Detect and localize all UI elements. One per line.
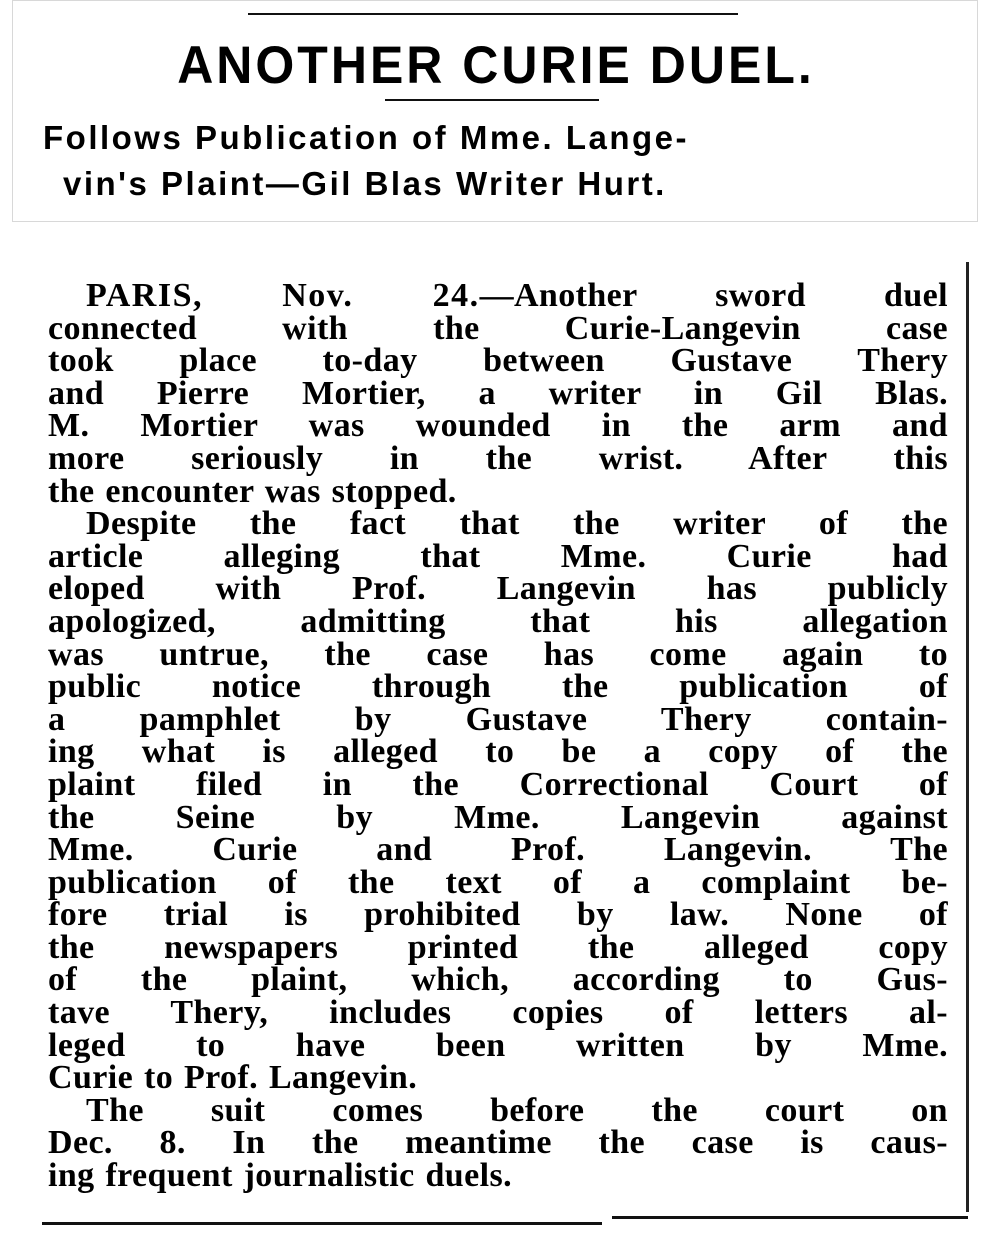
headline-clipping [12, 0, 978, 222]
column-rule [966, 262, 969, 1212]
headline-title: ANOTHER CURIE DUEL. [177, 35, 815, 95]
article-line: of the plaint, which, according to Gus- [48, 961, 948, 999]
article-line: eloped with Prof. Langevin has publicly [48, 570, 948, 608]
headline-top-rule [248, 13, 738, 15]
article-line: plaint filed in the Correctional Court of [48, 765, 948, 803]
article-line: public notice through the publication of [48, 668, 948, 706]
article-line: M. Mortier was wounded in the arm and [48, 407, 948, 445]
article-line: leged to have been written by Mme. [48, 1026, 948, 1064]
dateline: PARIS, Nov. 24. [86, 277, 480, 314]
article-line: the Seine by Mme. Langevin against [48, 798, 948, 836]
article-line: apologized, admitting that his allegation [48, 602, 948, 640]
headline-subtitle [43, 115, 933, 207]
article-line: connected with the Curie-Langevin case [48, 309, 948, 347]
article-line: the newspapers printed the alleged copy [48, 928, 948, 966]
paragraph-3 [48, 1091, 948, 1195]
article-line: more seriously in the wrist. After this [48, 439, 948, 477]
article-line: was untrue, the case has come again to [48, 635, 948, 673]
bottom-rule-right [612, 1216, 968, 1219]
article-line: and Pierre Mortier, a writer in Gil Blas. [48, 374, 948, 412]
article-line: a pamphlet by Gustave Thery contain- [48, 700, 948, 738]
article-line: ing frequent journalistic duels. [48, 1157, 512, 1195]
article-line: took place to-day between Gustave Thery [48, 342, 948, 380]
article-line: tave Thery, includes copies of letters al- [48, 994, 948, 1032]
article-line: ing what is alleged to be a copy of the [48, 733, 948, 771]
article-line: Despite the fact that the writer of the [86, 505, 948, 543]
paragraph-2 [48, 505, 948, 1097]
article-line: the encounter was stopped. [48, 472, 457, 510]
article-line: publication of the text of a complaint be- [48, 863, 948, 901]
bottom-rule-left [42, 1222, 602, 1225]
article-line: Curie to Prof. Langevin. [48, 1059, 418, 1097]
article-line: Dec. 8. In the meantime the case is caus- [48, 1124, 948, 1162]
article-line: fore trial is prohibited by law. None of [48, 896, 948, 934]
paragraph-1 [48, 277, 948, 510]
article-line: article alleging that Mme. Curie had [48, 537, 948, 575]
article-line: The suit comes before the court on [86, 1091, 948, 1129]
article-line: PARIS, Nov. 24.—Another sword duel [86, 277, 948, 314]
article-body [48, 277, 948, 1195]
article-line: Mme. Curie and Prof. Langevin. The [48, 831, 948, 869]
subtitle-line-2: vin's Plaint—Gil Blas Writer Hurt. [63, 165, 667, 202]
subtitle-line-1: Follows Publication of Mme. Lange- [43, 119, 690, 156]
headline-divider-rule [385, 99, 599, 101]
